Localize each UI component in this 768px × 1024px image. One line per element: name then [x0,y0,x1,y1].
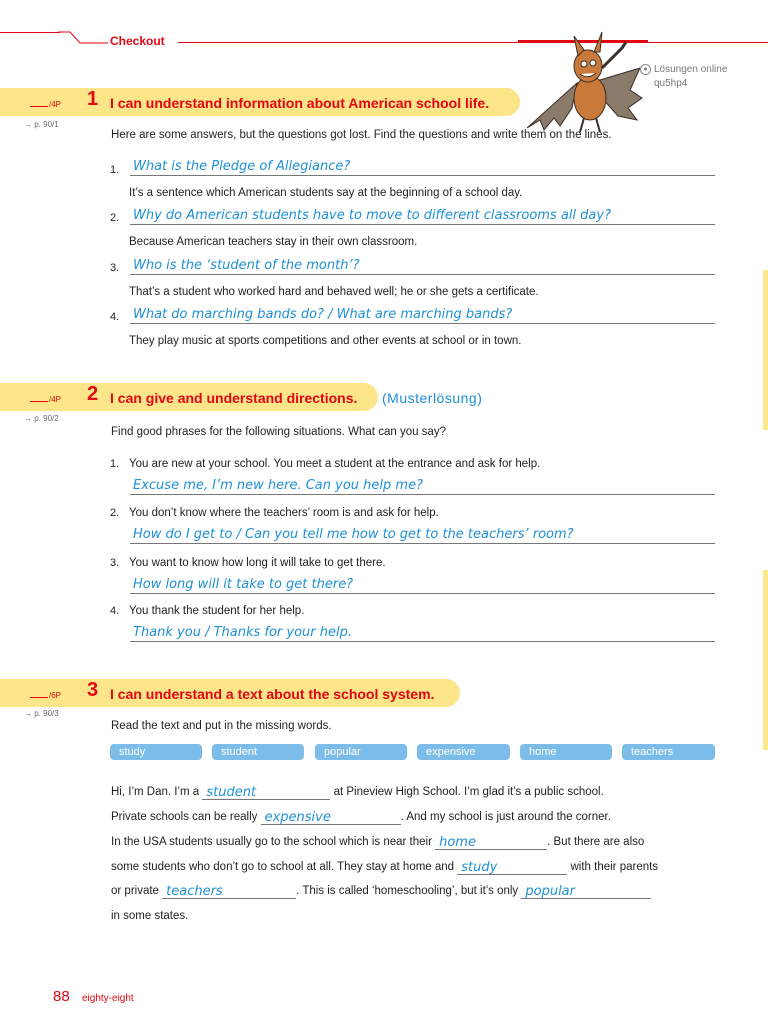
cloze-line-6: in some states. [111,910,189,922]
section-2-page-ref: → p. 90/2 [24,414,59,423]
word-bank-chip[interactable]: expensive [417,744,510,760]
loesungen-label: Lösungen online [654,64,728,75]
answer-line-4[interactable]: What do marching bands do? / What are marching bands? [130,307,715,324]
situation-prompt-1: You are new at your school. You meet a student at the entrance and ask for help. [129,458,541,470]
item-number: 1. [110,164,120,176]
situation-prompt-3: You want to know how long it will take to get there. [129,557,386,569]
section-3-instruction: Read the text and put in the missing words. [111,720,332,732]
word-bank-chip[interactable]: teachers [622,744,715,760]
page-edge-marker [763,270,768,430]
header-line-bend [58,31,110,45]
gap-field-4[interactable]: study [457,861,567,875]
page-edge-marker [763,570,768,750]
header-rule [178,42,768,43]
section-3-number: 3 [87,679,99,701]
section-2-note: (Musterlösung) [382,390,483,406]
section-2-instruction: Find good phrases for the following situations. What can you say? [111,426,446,438]
loesungen-online[interactable] [640,63,727,91]
section-1-score[interactable]: /4P [30,100,61,109]
situation-prompt-2: You don’t know where the teachers’ room is and ask for help. [129,507,439,519]
gap-field-2[interactable]: expensive [261,811,401,825]
item-number: 2. [110,507,120,519]
answer-statement-3: That’s a student who worked hard and behaved well; he or she gets a certificate. [129,286,539,298]
page-number-words: eighty-eight [82,993,134,1004]
answer-line-3[interactable]: Who is the ‘student of the month’? [130,258,715,275]
phrase-line-1[interactable]: Excuse me, I’m new here. Can you help me? [130,478,715,495]
item-number: 4. [110,605,120,617]
cloze-line-2: Private schools can be really expensive . And my school is just around the corner. [111,810,611,825]
item-number: 3. [110,557,120,569]
word-bank-chip[interactable]: study [110,744,202,760]
situation-prompt-4: You thank the student for her help. [129,605,305,617]
loesungen-code: qu5hp4 [654,78,688,89]
gap-field-1[interactable]: student [202,786,330,800]
phrase-line-2[interactable]: How do I get to / Can you tell me how to get to the teachers’ room? [130,527,715,544]
word-bank-chip[interactable]: student [212,744,304,760]
section-3-page-ref: → p. 90/3 [24,709,59,718]
section-2-score[interactable]: /4P [30,395,61,404]
item-number: 2. [110,212,120,224]
answer-line-1[interactable]: What is the Pledge of Allegiance? [130,159,715,176]
cloze-line-1: Hi, I’m Dan. I’m a student at Pineview High School. I’m glad it’s a public school. [111,785,604,800]
cloze-line-4: some students who don’t go to school at all. They stay at home and study with their parents [111,860,659,875]
page-number: 88 [53,988,70,1005]
answer-statement-4: They play music at sports competitions and other events at school or in town. [129,335,522,347]
cloze-line-3: In the USA students usually go to the school which is near their home . But there are also [111,835,645,850]
section-1-title: I can understand information about American school life. [110,95,490,111]
section-3-score[interactable]: /6P [30,691,61,700]
gap-field-5[interactable]: teachers [162,885,296,899]
page-header-title: Checkout [110,34,165,48]
cloze-line-5: or private teachers . This is called ‘homeschooling’, but it’s only popular [111,883,651,899]
section-1-page-ref: → p. 90/1 [24,120,59,129]
phrase-line-3[interactable]: How long will it take to get there? [130,577,715,594]
answer-statement-2: Because American teachers stay in their own classroom. [129,236,418,248]
gap-field-6[interactable]: popular [521,885,651,899]
section-2-number: 2 [87,383,99,405]
globe-icon: ● [640,64,651,75]
section-1-number: 1 [87,88,99,110]
answer-line-2[interactable]: Why do American students have to move to different classrooms all day? [130,208,715,225]
word-bank-chip[interactable]: home [520,744,612,760]
section-1-instruction: Here are some answers, but the questions got lost. Find the questions and write them on the lines. [111,129,612,141]
item-number: 3. [110,262,120,274]
gap-field-3[interactable]: home [435,836,547,850]
section-3-title: I can understand a text about the school system. [110,686,435,702]
item-number: 4. [110,311,120,323]
phrase-line-4[interactable]: Thank you / Thanks for your help. [130,625,715,642]
item-number: 1. [110,458,120,470]
answer-statement-1: It’s a sentence which American students say at the beginning of a school day. [129,187,523,199]
bat-mascot-illustration [522,28,652,138]
word-bank-chip[interactable]: popular [315,744,407,760]
section-2-title: I can give and understand directions. [110,390,358,406]
